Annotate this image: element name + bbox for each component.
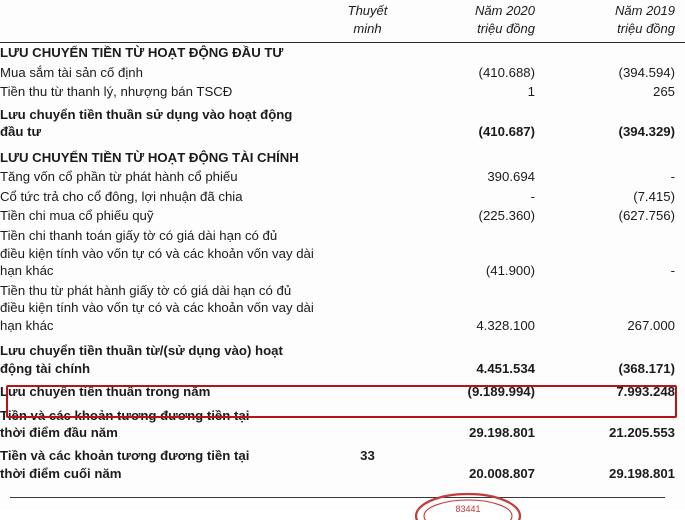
row-value-2020: 390.694 xyxy=(487,169,535,185)
row-label-line2: đầu tư xyxy=(0,124,42,140)
row-note xyxy=(330,187,405,207)
row-value-2019: 29.198.801 xyxy=(608,465,675,481)
row-label xyxy=(0,105,330,142)
row-label xyxy=(0,341,330,378)
seal-stamp-icon xyxy=(408,486,528,520)
row-value-2020 xyxy=(405,148,545,168)
bottom-divider xyxy=(10,497,665,498)
row-value-2020: 20.008.807 xyxy=(468,465,535,481)
header-note: Thuyết minh xyxy=(347,3,388,36)
row-label: Tăng vốn cổ phần từ phát hành cổ phiếu xyxy=(0,169,238,185)
row-label-line2: thời điểm cuối năm xyxy=(0,465,122,481)
row-label: LƯU CHUYỂN TIỀN TỪ HOẠT ĐỘNG ĐẦU TƯ xyxy=(0,45,284,61)
row-value-2020: (410.687) xyxy=(478,124,535,140)
row-note xyxy=(330,206,405,226)
row-label xyxy=(0,446,330,483)
row-label-line2: điều kiện tính vào vốn tự có và các khoản vốn vay dài hạn khác xyxy=(0,300,314,333)
header-year-2020: Năm 2020 triệu đồng xyxy=(475,3,535,36)
row-value-2019: 265 xyxy=(652,84,675,100)
table-row xyxy=(0,187,685,207)
row-value-2019: - xyxy=(670,263,675,279)
row-note xyxy=(330,281,405,336)
table-row xyxy=(0,281,685,336)
table-body xyxy=(0,43,685,484)
row-value-2019 xyxy=(545,148,685,168)
row-value-2019: 7.993.248 xyxy=(616,384,675,400)
row-label-line1: Tiền và các khoản tương đương tiền tại xyxy=(0,407,250,423)
row-note xyxy=(330,43,405,63)
table-row xyxy=(0,446,685,483)
row-label-line1: Tiền chi thanh toán giấy tờ có giá dài hạn có đủ xyxy=(0,228,278,244)
table-row xyxy=(0,82,685,102)
row-label-line2: động tài chính xyxy=(0,360,91,376)
row-label-line1: Lưu chuyển tiền thuần từ/(sử dụng vào) hoạt xyxy=(0,343,283,359)
table-row xyxy=(0,206,685,226)
table-row xyxy=(0,341,685,378)
row-value-2020: 4.328.100 xyxy=(476,317,535,333)
row-value-2019: - xyxy=(670,169,675,185)
row-value-2020: - xyxy=(530,188,535,204)
row-label-line2: thời điểm đầu năm xyxy=(0,425,118,441)
row-note xyxy=(330,82,405,102)
row-note xyxy=(330,148,405,168)
table-row xyxy=(0,226,685,281)
row-value-2019: 21.205.553 xyxy=(608,425,675,441)
row-label: Mua sắm tài sản cố định xyxy=(0,64,143,80)
row-value-2019: (627.756) xyxy=(618,208,675,224)
table-row-net-cash-flow xyxy=(0,378,685,406)
table-row xyxy=(0,105,685,142)
row-label: Lưu chuyển tiền thuần trong năm xyxy=(0,384,211,400)
row-value-2019: (7.415) xyxy=(633,188,675,204)
row-value-2019: (394.594) xyxy=(618,64,675,80)
row-label-line2: điều kiện tính vào vốn tự có và các khoản vốn vay dài hạn khác xyxy=(0,245,314,279)
row-value-2019: (368.171) xyxy=(618,360,675,376)
row-label-line1: Tiền và các khoản tương đương tiền tại xyxy=(0,448,250,464)
row-label: LƯU CHUYỂN TIỀN TỪ HOẠT ĐỘNG TÀI CHÍNH xyxy=(0,149,299,165)
row-value-2019: (394.329) xyxy=(618,124,675,140)
row-value-2020: (410.688) xyxy=(478,64,535,80)
row-label: Cổ tức trả cho cổ đông, lợi nhuận đã chia xyxy=(0,188,243,204)
header-year-2019: Năm 2019 triệu đồng xyxy=(615,3,675,36)
table-row xyxy=(0,148,685,168)
row-note xyxy=(330,226,405,281)
row-label: Tiền chi mua cổ phiếu quỹ xyxy=(0,208,154,224)
row-value-2020: (225.360) xyxy=(478,208,535,224)
row-value-2020: (41.900) xyxy=(485,263,535,279)
row-label-line1: Tiền thu từ phát hành giấy tờ có giá dài hạn có đủ xyxy=(0,282,292,298)
row-note xyxy=(330,63,405,83)
row-value-2019 xyxy=(545,43,685,63)
row-value-2020: 29.198.801 xyxy=(468,425,535,441)
table-row xyxy=(0,63,685,83)
row-label xyxy=(0,226,330,281)
table-row xyxy=(0,406,685,443)
table-row xyxy=(0,167,685,187)
row-value-2020: 1 xyxy=(527,84,535,100)
row-value-2020 xyxy=(405,43,545,63)
row-note: 33 xyxy=(360,448,375,464)
row-value-2019: 267.000 xyxy=(627,317,675,333)
svg-text:83441: 83441 xyxy=(455,504,481,514)
row-note xyxy=(330,167,405,187)
header-blank xyxy=(0,0,330,42)
row-label xyxy=(0,281,330,336)
row-label xyxy=(0,406,330,443)
row-value-2020: 4.451.534 xyxy=(476,360,535,376)
row-label-line1: Lưu chuyển tiền thuần sử dụng vào hoạt động xyxy=(0,106,293,122)
row-note xyxy=(330,378,405,406)
row-note xyxy=(330,406,405,443)
row-value-2020: (9.189.994) xyxy=(467,384,535,400)
row-label: Tiền thu từ thanh lý, nhượng bán TSCĐ xyxy=(0,84,233,100)
row-note xyxy=(330,105,405,142)
table-row xyxy=(0,43,685,63)
row-note xyxy=(330,341,405,378)
table-header xyxy=(0,0,685,43)
